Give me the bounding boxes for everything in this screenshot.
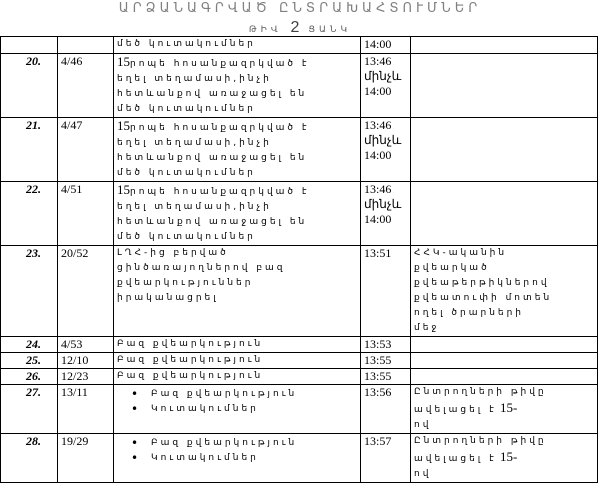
- note-line: քվեատուփի մոտեն: [414, 293, 553, 303]
- description-line: հետևանքով առաջացել են: [117, 217, 308, 227]
- time-value: 13:53: [364, 337, 392, 351]
- table-row: [1, 54, 598, 118]
- subtitle-right: ՑԱՆԿ: [308, 25, 352, 35]
- description-line: եղել տեղամասի,ինչի: [117, 138, 272, 148]
- time-value: 13:46: [364, 118, 392, 132]
- note-line: քվեաթերթիկներով: [414, 278, 550, 288]
- voter-increase-value: 15-: [496, 400, 518, 415]
- time-value: 14:00: [364, 148, 392, 162]
- row-number: 23.: [1, 246, 58, 337]
- time-cell: [361, 369, 411, 385]
- bullet-icon: •: [131, 387, 142, 401]
- duration-value: 15: [117, 118, 130, 133]
- time-value: 13:46: [364, 54, 392, 68]
- description-line: ԼՂՀ-ից բերված: [117, 248, 229, 258]
- time-value: մինչև: [364, 133, 402, 147]
- time-value: 13:55: [364, 353, 392, 367]
- note-line: Ընտրողների թիվը: [414, 436, 547, 446]
- note-cell: [411, 385, 598, 434]
- time-cell: [361, 54, 411, 118]
- description-line: մեծ կուտակումներ: [117, 39, 256, 49]
- time-value: 13:56: [364, 385, 392, 399]
- note-cell: [411, 182, 598, 246]
- table-row: [1, 369, 598, 385]
- precinct-code: 19/29: [58, 434, 114, 483]
- time-value: 14:00: [364, 37, 392, 51]
- note-cell: [411, 337, 598, 353]
- row-number: 25.: [1, 353, 58, 369]
- table-row: [1, 118, 598, 182]
- time-value: մինչև: [364, 197, 402, 211]
- list-item: • Կուտակումներ: [131, 451, 259, 465]
- row-number: 27.: [1, 385, 58, 434]
- precinct-code: [58, 37, 114, 54]
- description-line: մեծ կուտակումներ: [117, 104, 256, 114]
- document-header: [0, 0, 600, 40]
- time-cell: [361, 337, 411, 353]
- table-row: [1, 37, 598, 54]
- violation-list: [117, 436, 357, 466]
- precinct-code: 13/11: [58, 385, 114, 434]
- table-row: [1, 385, 598, 434]
- time-value: մինչև: [364, 69, 402, 83]
- note-line: ով: [414, 469, 432, 479]
- violation-description: [114, 434, 361, 483]
- list-item: • Բազ քվեարկություն: [131, 387, 298, 401]
- table-row: [1, 434, 598, 483]
- description-line: Բազ քվեարկություն: [117, 339, 264, 349]
- table-row: [1, 353, 598, 369]
- time-cell: [361, 353, 411, 369]
- description-line: ցինծառայողներով բազ: [117, 263, 286, 273]
- note-line: ավելացել է 15-: [414, 449, 518, 464]
- note-cell: [411, 434, 598, 483]
- voter-increase-value: 15-: [496, 449, 518, 464]
- violation-description: [114, 118, 361, 182]
- description-line: մեծ կուտակումներ: [117, 168, 256, 178]
- list-item: • Կուտակումներ: [131, 402, 259, 416]
- time-cell: [361, 246, 411, 337]
- description-line: եղել տեղամասի,ինչի: [117, 74, 272, 84]
- note-line: մեջ: [414, 323, 440, 333]
- description-line: հետևանքով առաջացել են: [117, 153, 308, 163]
- note-cell: [411, 353, 598, 369]
- note-line: ողել ծրարների: [414, 308, 525, 318]
- precinct-code: 4/47: [58, 118, 114, 182]
- list-number: 2: [290, 19, 300, 36]
- time-value: 14:00: [364, 212, 392, 226]
- time-value: 13:51: [364, 246, 392, 260]
- note-cell: [411, 246, 598, 337]
- description-line: 15րոպե հոսանքազրկված է: [117, 118, 310, 133]
- description-line: եղել տեղամասի,ինչի: [117, 202, 272, 212]
- note-line: քվեարկած: [414, 263, 490, 273]
- row-number: 22.: [1, 182, 58, 246]
- description-line: իրականացրել: [117, 293, 219, 303]
- description-line: հետևանքով առաջացել են: [117, 89, 308, 99]
- precinct-code: 20/52: [58, 246, 114, 337]
- precinct-code: 12/23: [58, 369, 114, 385]
- note-line: ՀՀԿ-ականին: [414, 248, 508, 258]
- violation-list: [117, 387, 357, 417]
- time-cell: [361, 385, 411, 434]
- list-item: • Բազ քվեարկություն: [131, 436, 298, 450]
- row-number: 20.: [1, 54, 58, 118]
- violation-description: [114, 369, 361, 385]
- note-cell: [411, 369, 598, 385]
- duration-value: 15: [117, 182, 130, 197]
- row-number: 24.: [1, 337, 58, 353]
- precinct-code: 4/46: [58, 54, 114, 118]
- violation-description: [114, 54, 361, 118]
- duration-value: 15: [117, 54, 130, 69]
- note-line: ավելացել է 15-: [414, 400, 518, 415]
- note-line: Ընտրողների թիվը: [414, 387, 547, 397]
- row-number: 21.: [1, 118, 58, 182]
- description-line: մեծ կուտակումներ: [117, 232, 256, 242]
- violation-description: [114, 385, 361, 434]
- bullet-icon: •: [131, 451, 142, 465]
- violation-description: [114, 353, 361, 369]
- table-row: [1, 182, 598, 246]
- subtitle-left: ԹԻՎ: [248, 25, 282, 35]
- violation-description: [114, 182, 361, 246]
- violations-table: [0, 36, 598, 483]
- time-value: 13:57: [364, 434, 392, 448]
- row-number: 26.: [1, 369, 58, 385]
- time-cell: [361, 182, 411, 246]
- precinct-code: 4/53: [58, 337, 114, 353]
- violation-description: [114, 337, 361, 353]
- time-cell: [361, 118, 411, 182]
- description-line: քվեարկություններ: [117, 278, 254, 288]
- violation-description: [114, 246, 361, 337]
- bullet-icon: •: [131, 402, 142, 416]
- time-value: 13:46: [364, 182, 392, 196]
- violation-description: [114, 37, 361, 54]
- description-line: Բազ քվեարկություն: [117, 371, 264, 381]
- precinct-code: 12/10: [58, 353, 114, 369]
- note-line: ով: [414, 420, 432, 430]
- precinct-code: 4/51: [58, 182, 114, 246]
- document-title: ԱՐՁԱՆԱԳՐՎԱԾ ԸՆՏՐԱԽԱՀՏՈՒՄՆԵՐ: [118, 1, 482, 16]
- table-row: [1, 246, 598, 337]
- description-line: Բազ քվեարկություն: [117, 355, 264, 365]
- bullet-icon: •: [131, 436, 142, 450]
- time-cell: [361, 434, 411, 483]
- row-number: 28.: [1, 434, 58, 483]
- row-number: [1, 37, 58, 54]
- description-line: 15րոպե հոսանքազրկված է: [117, 54, 310, 69]
- time-value: 13:55: [364, 369, 392, 383]
- time-cell: [361, 37, 411, 54]
- note-cell: [411, 54, 598, 118]
- document-subtitle: [0, 19, 600, 37]
- note-cell: [411, 118, 598, 182]
- note-cell: [411, 37, 598, 54]
- description-line: 15րոպե հոսանքազրկված է: [117, 182, 310, 197]
- table-row: [1, 337, 598, 353]
- time-value: 14:00: [364, 84, 392, 98]
